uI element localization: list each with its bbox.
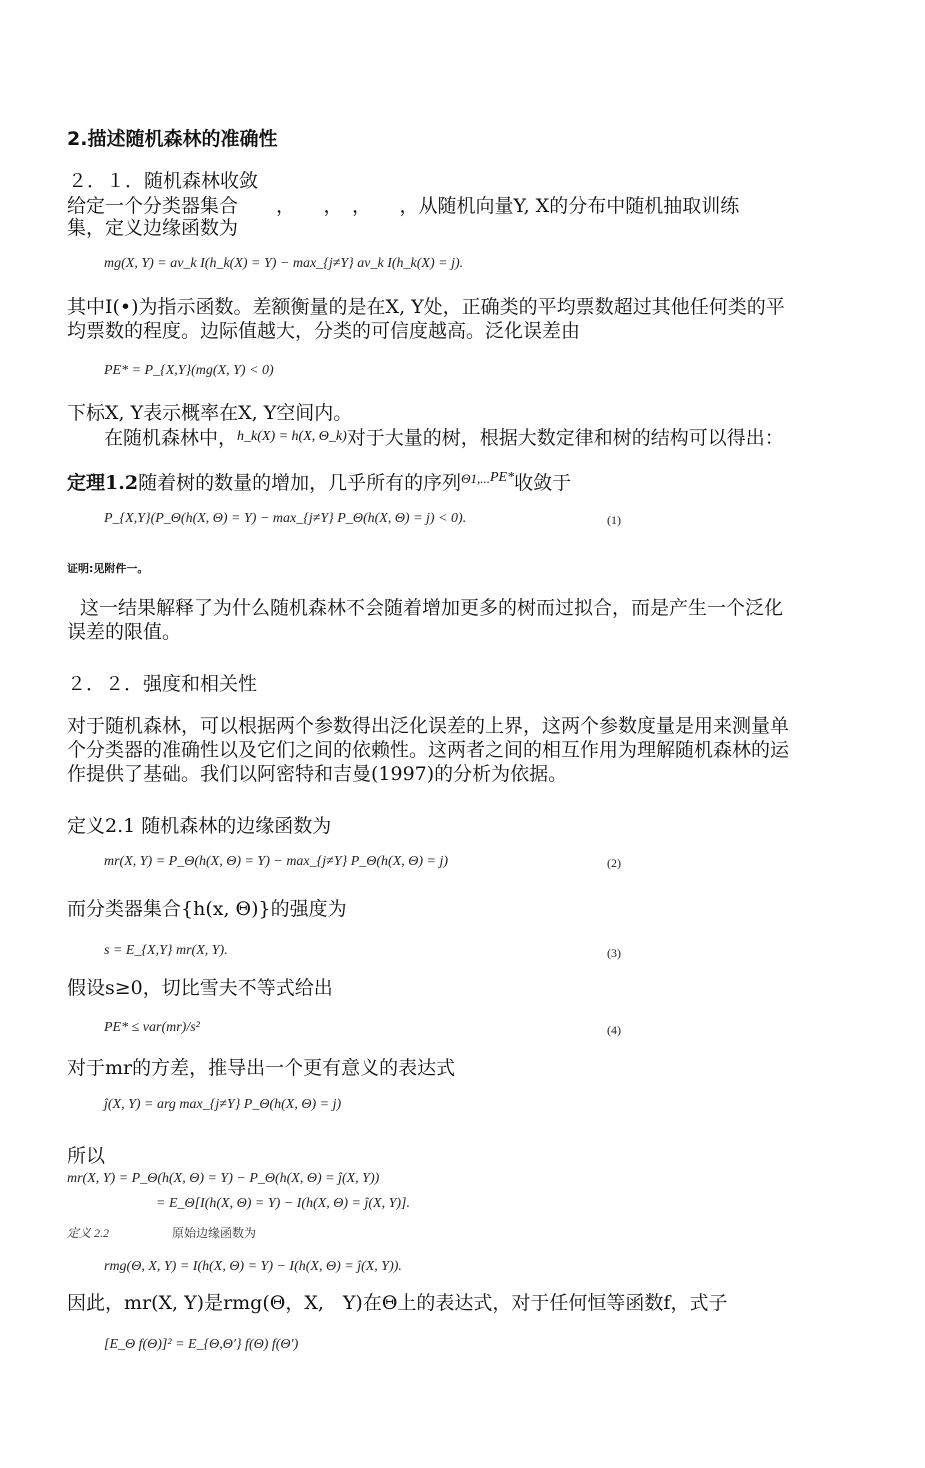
equation-2: mr(X, Y) = P_Θ(h(X, Θ) = Y) − max_{j≠Y} P_Θ(h(X, Θ) = j)	[104, 854, 449, 869]
text-run: 在随机森林中，	[104, 427, 238, 449]
equation-number: (4)	[607, 1023, 621, 1037]
definition-label: 定义 2.2	[67, 1226, 110, 1240]
equation-3: s = E_{X,Y} mr(X, Y).	[104, 943, 228, 958]
paragraph-line: 所以	[67, 1145, 106, 1167]
equation-mr-line2: = E_Θ[I(h(X, Θ) = Y) − I(h(X, Θ) = ĵ(X, Y)].	[156, 1196, 410, 1211]
theorem-line	[67, 472, 571, 497]
equation-1: P_{X,Y}(P_Θ(h(X, Θ) = Y) − max_{j≠Y} P_Θ(h(X, Θ) = j) < 0).	[104, 511, 467, 526]
equation-number: (3)	[607, 946, 621, 960]
equation-rmg: rmg(Θ, X, Y) = I(h(X, Θ) = Y) − I(h(X, Θ) = ĵ(X, Y)).	[104, 1259, 402, 1274]
equation-last: [E_Θ f(Θ)]² = E_{Θ,Θ′} f(Θ) f(Θ′)	[104, 1337, 299, 1352]
equation-4: PE* ≤ var(mr)/s²	[104, 1020, 200, 1035]
paragraph-line: 均票数的程度。边际值越大，分类的可信度越高。泛化误差由	[67, 320, 581, 342]
text-run: 对于大量的树，根据大数定律和树的结构可以得出：	[346, 427, 784, 449]
text-run: 随着树的数量的增加，几乎所有的序列	[138, 472, 462, 494]
equation-number: (2)	[607, 856, 621, 870]
equation-mr-line1: mr(X, Y) = P_Θ(h(X, Θ) = Y) − P_Θ(h(X, Θ) = ĵ(X, Y))	[67, 1171, 380, 1186]
paragraph-line: 对于mr的方差，推导出一个更有意义的表达式	[67, 1057, 456, 1079]
equation-jhat: ĵ(X, Y) = arg max_{j≠Y} P_Θ(h(X, Θ) = j)	[104, 1097, 342, 1112]
paragraph-line: 其中I(•)为指示函数。差额衡量的是在X, Y处，正确类的平均票数超过其他任何类的平	[67, 296, 785, 318]
inline-math: Θ1,...	[461, 471, 490, 486]
subsection-title: ２．１．随机森林收敛	[68, 170, 259, 192]
section-title: 2.描述随机森林的准确性	[67, 128, 278, 150]
equation-generalization-error: PE* = P_{X,Y}(mg(X, Y) < 0)	[104, 363, 274, 378]
paragraph-line: 误差的限值。	[67, 621, 182, 643]
paragraph-line: 对于随机森林，可以根据两个参数得出泛化误差的上界，这两个参数度量是用来测量单	[67, 715, 790, 737]
equation-number: (1)	[607, 513, 621, 527]
proof-note: 证明:见附件一。	[67, 562, 149, 575]
theorem-label: 定理1.2	[67, 472, 139, 494]
definition-line: 定义2.1 随机森林的边缘函数为	[67, 815, 332, 837]
paragraph-line: 作提供了基础。我们以阿密特和吉曼(1997)的分析为依据。	[67, 763, 568, 785]
paragraph-line: 个分类器的准确性以及它们之间的依赖性。这两者之间的相互作用为理解随机森林的运	[67, 739, 790, 761]
paragraph-line: 给定一个分类器集合 ， ， ， ，从随机向量Y, X的分布中随机抽取训练	[67, 195, 740, 217]
definition-text: 原始边缘函数为	[172, 1226, 257, 1240]
inline-math: h_k(X) = h(X, Θ_k)	[237, 429, 347, 444]
equation-margin: mg(X, Y) = av_k I(h_k(X) = Y) − max_{j≠Y} av_k I(h_k(X) = j).	[104, 256, 464, 271]
inline-math: PE*	[489, 470, 515, 485]
paragraph-line: 集，定义边缘函数为	[67, 217, 239, 239]
paragraph-line: 这一结果解释了为什么随机森林不会随着增加更多的树而过拟合，而是产生一个泛化	[80, 597, 784, 619]
paragraph-line: 假设s≥0，切比雪夫不等式给出	[67, 977, 333, 999]
paragraph-line: 而分类器集合{h(x, Θ)}的强度为	[67, 898, 347, 920]
text-run: 收敛于	[514, 472, 572, 494]
paragraph-line: 因此，mr(X, Y)是rmg(Θ，X, Y)在Θ上的表达式，对于任何恒等函数f，式子	[67, 1292, 728, 1314]
paragraph-line: 下标X, Y表示概率在X, Y空间内。	[67, 402, 353, 424]
paragraph-line	[104, 427, 784, 452]
subsection-title: ２．２．强度和相关性	[67, 673, 258, 695]
